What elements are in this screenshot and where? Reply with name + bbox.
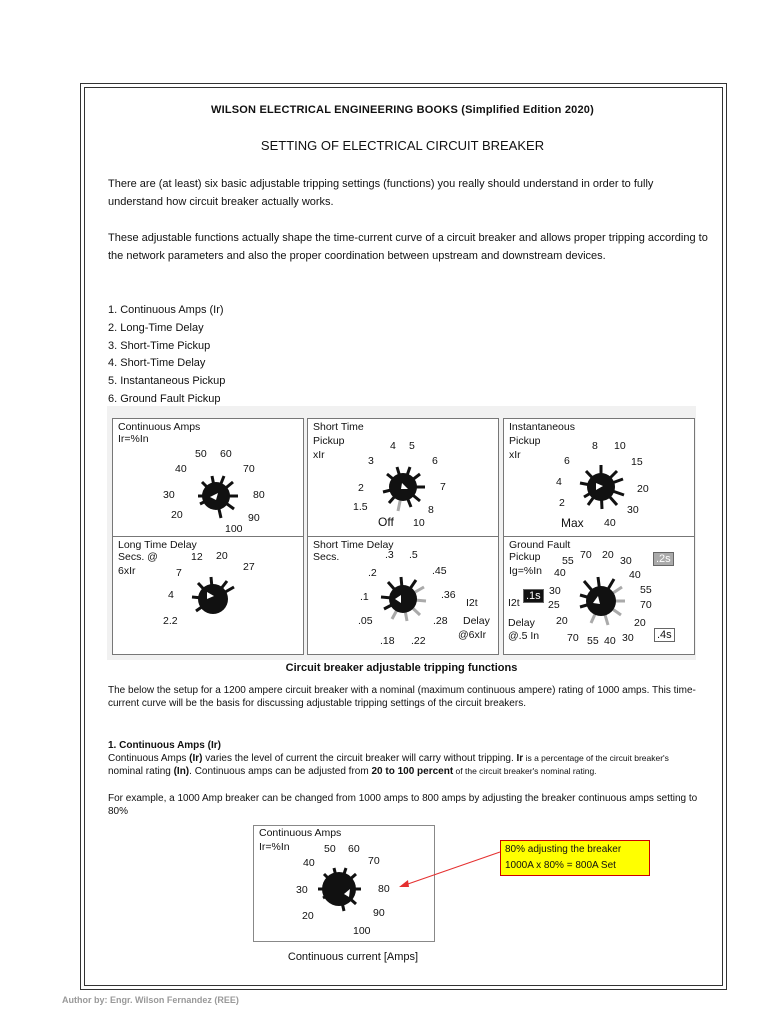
setup-paragraph: The below the setup for a 1200 ampere circuit breaker with a nominal (maximum continuous ampere) rating of 1000 amps. This time-current curve will be the basis for discussing adjustable tripping settings of the circuit breakers.	[108, 685, 696, 709]
list-item: 2. Long-Time Delay	[108, 321, 204, 334]
panel-title: Short Time Delay	[313, 539, 394, 551]
tick-label: 50	[324, 843, 336, 855]
tick-label: .18	[380, 635, 395, 647]
tick-label: 6	[564, 455, 570, 467]
section-heading: 1. Continuous Amps (Ir)	[108, 740, 221, 751]
tick-label: 20	[637, 483, 649, 495]
panel-subtitle: Pickup	[509, 551, 541, 563]
tick-label: 70	[640, 599, 652, 611]
text-run: of the circuit breaker's nominal rating.	[453, 766, 597, 776]
tick-label: 30	[622, 632, 634, 644]
setting-badge: .4s	[654, 628, 675, 642]
tick-label: 4	[556, 476, 562, 488]
tick-label: 5	[409, 440, 415, 452]
tick-label: 30	[163, 489, 175, 501]
tick-label: 70	[580, 549, 592, 561]
tick-label: 55	[640, 584, 652, 596]
intro-paragraph-2: These adjustable functions actually shape the time-current curve of a circuit breaker and allows proper tripping according to the network parameters and also the proper coordination between upstream and downstream devices.	[108, 232, 708, 262]
list-item: 5. Instantaneous Pickup	[108, 375, 226, 388]
tick-label: 40	[175, 463, 187, 475]
tick-label: 10	[614, 440, 626, 452]
text-run: is a percentage of the circuit breaker's	[523, 753, 669, 763]
tick-label: .1	[360, 591, 369, 603]
tick-label: 60	[220, 448, 232, 460]
panel-subtitle: xIr	[313, 449, 325, 461]
tick-label: 27	[243, 561, 255, 573]
tick-label: 8	[592, 440, 598, 452]
tick-label: 7	[440, 481, 446, 493]
tick-label: 40	[604, 635, 616, 647]
tick-label: 7	[176, 567, 182, 579]
tick-label: 90	[248, 512, 260, 524]
panel-short-time-delay	[307, 536, 499, 655]
tick-label: 55	[562, 555, 574, 567]
tick-label: 4	[168, 589, 174, 601]
tick-label: 55	[587, 635, 599, 647]
tripping-settings-figure	[107, 406, 696, 660]
tick-label: 20	[171, 509, 183, 521]
tick-label: 70	[567, 632, 579, 644]
figure-caption: Circuit breaker adjustable tripping functions	[285, 662, 518, 674]
panel-title: Instantaneous	[509, 421, 575, 433]
tick-label: 20	[634, 617, 646, 629]
panel-title: Long Time Delay	[118, 539, 197, 551]
tick-label: 20	[556, 615, 568, 627]
text-run: (In)	[173, 766, 190, 777]
delay-label: Delay	[463, 615, 490, 627]
panel-subtitle: Ig=%In	[509, 565, 542, 577]
text-run: varies the level of current the circuit breaker will carry without tripping.	[202, 753, 517, 764]
tick-label: .05	[358, 615, 373, 627]
panel-title: Ground Fault	[509, 539, 571, 551]
figure-caption-small: Continuous current [Amps]	[287, 951, 419, 963]
tick-label: 1.5	[353, 501, 368, 513]
panel-subtitle: Secs.	[313, 551, 340, 563]
text-run: (Ir)	[189, 753, 203, 764]
tick-label: 20	[302, 910, 314, 922]
tick-label: 30	[627, 504, 639, 516]
i2t-label: I2t	[508, 597, 520, 609]
tick-label: 3	[368, 455, 374, 467]
tick-label: 10	[413, 517, 425, 529]
tick-label: 30	[296, 884, 308, 896]
setting-badge: .2s	[653, 552, 674, 566]
tick-label: 30	[620, 555, 632, 567]
panel-title: Continuous Amps	[118, 421, 201, 433]
book-header: WILSON ELECTRICAL ENGINEERING BOOKS (Simplified Edition 2020)	[211, 104, 594, 116]
panel-instantaneous-pickup	[503, 418, 695, 537]
list-item: 1. Continuous Amps (Ir)	[108, 304, 224, 316]
tick-label: 12	[191, 551, 203, 563]
panel-subtitle: Ir=%In	[118, 433, 149, 445]
tick-label: 30	[549, 585, 561, 597]
text-run: . Continuous amps can be adjusted from	[189, 766, 372, 777]
tick-label: 25	[548, 599, 560, 611]
text-run: 20 to 100 percent	[371, 766, 454, 777]
panel-title: Short Time	[313, 421, 364, 433]
delay-label: Delay	[508, 617, 535, 629]
figure-title: Continuous Amps	[259, 827, 342, 839]
tick-label: .2	[368, 567, 377, 579]
tick-label: 90	[373, 907, 385, 919]
tick-label: 40	[554, 567, 566, 579]
tick-label: 40	[629, 569, 641, 581]
tick-label: 2	[358, 482, 364, 494]
panel-long-time-delay	[112, 536, 304, 655]
tick-label: 70	[243, 463, 255, 475]
tick-label: .22	[411, 635, 426, 647]
tick-label: .36	[441, 589, 456, 601]
tick-label: 20	[216, 550, 228, 562]
functions-list	[108, 302, 225, 409]
tick-label: .28	[433, 615, 448, 627]
list-item: 6. Ground Fault Pickup	[108, 392, 221, 405]
tick-label: .5	[409, 549, 418, 561]
text-run: Continuous Amps	[108, 753, 190, 764]
tick-label: 40	[303, 857, 315, 869]
tick-label: 100	[353, 925, 371, 937]
text-run: nominal rating	[108, 766, 174, 777]
figure-subtitle: Ir=%In	[259, 841, 290, 853]
panel-ground-fault	[503, 536, 695, 655]
list-item: 4. Short-Time Delay	[108, 357, 206, 370]
tick-label: 6	[432, 455, 438, 467]
panel-subtitle: xIr	[509, 449, 521, 461]
text-run: Ir	[516, 753, 524, 764]
tick-label: 100	[225, 523, 243, 535]
example-paragraph: For example, a 1000 Amp breaker can be changed from 1000 amps to 800 amps by adjusting the breaker continuous amps setting to 80%	[108, 793, 698, 817]
delay-at-label: @6xIr	[458, 629, 487, 641]
callout-line: 1000A x 80% = 800A Set	[505, 860, 616, 871]
callout-line: 80% adjusting the breaker	[505, 844, 622, 855]
tick-label: 80	[378, 883, 390, 895]
tick-label: 8	[428, 504, 434, 516]
tick-label: Max	[561, 516, 584, 530]
panel-short-time-pickup	[307, 418, 499, 537]
tick-label: 20	[602, 549, 614, 561]
tick-label: 40	[604, 517, 616, 529]
intro-paragraph-1: There are (at least) six basic adjustable tripping settings (functions) you really should understand in order to fully understand how circuit breaker actually works.	[108, 178, 654, 208]
tick-label: 2	[559, 497, 565, 509]
tick-label: 50	[195, 448, 207, 460]
callout-arrow	[395, 850, 505, 890]
panel-subtitle: Pickup	[313, 435, 345, 447]
tick-label: Off	[378, 515, 394, 529]
section-paragraph	[108, 752, 720, 778]
author-footer: Author by: Engr. Wilson Fernandez (REE)	[62, 995, 239, 1005]
tick-label: .45	[432, 565, 447, 577]
list-item: 3. Short-Time Pickup	[108, 339, 211, 352]
delay-at-label: @.5 In	[508, 630, 540, 642]
callout-note	[500, 840, 650, 876]
panel-subtitle: 6xIr	[118, 565, 136, 577]
i2t-label: I2t	[466, 597, 478, 609]
tick-label: 60	[348, 843, 360, 855]
setting-badge: .1s	[523, 589, 544, 603]
panel-continuous-amps	[112, 418, 304, 537]
panel-subtitle: Secs. @	[118, 551, 158, 563]
tick-label: 2.2	[163, 615, 178, 627]
tick-label: 15	[631, 456, 643, 468]
tick-label: 70	[368, 855, 380, 867]
tick-label: 4	[390, 440, 396, 452]
tick-label: .3	[385, 549, 394, 561]
tick-label: 80	[253, 489, 265, 501]
panel-subtitle: Pickup	[509, 435, 541, 447]
page-title: SETTING OF ELECTRICAL CIRCUIT BREAKER	[260, 138, 545, 153]
